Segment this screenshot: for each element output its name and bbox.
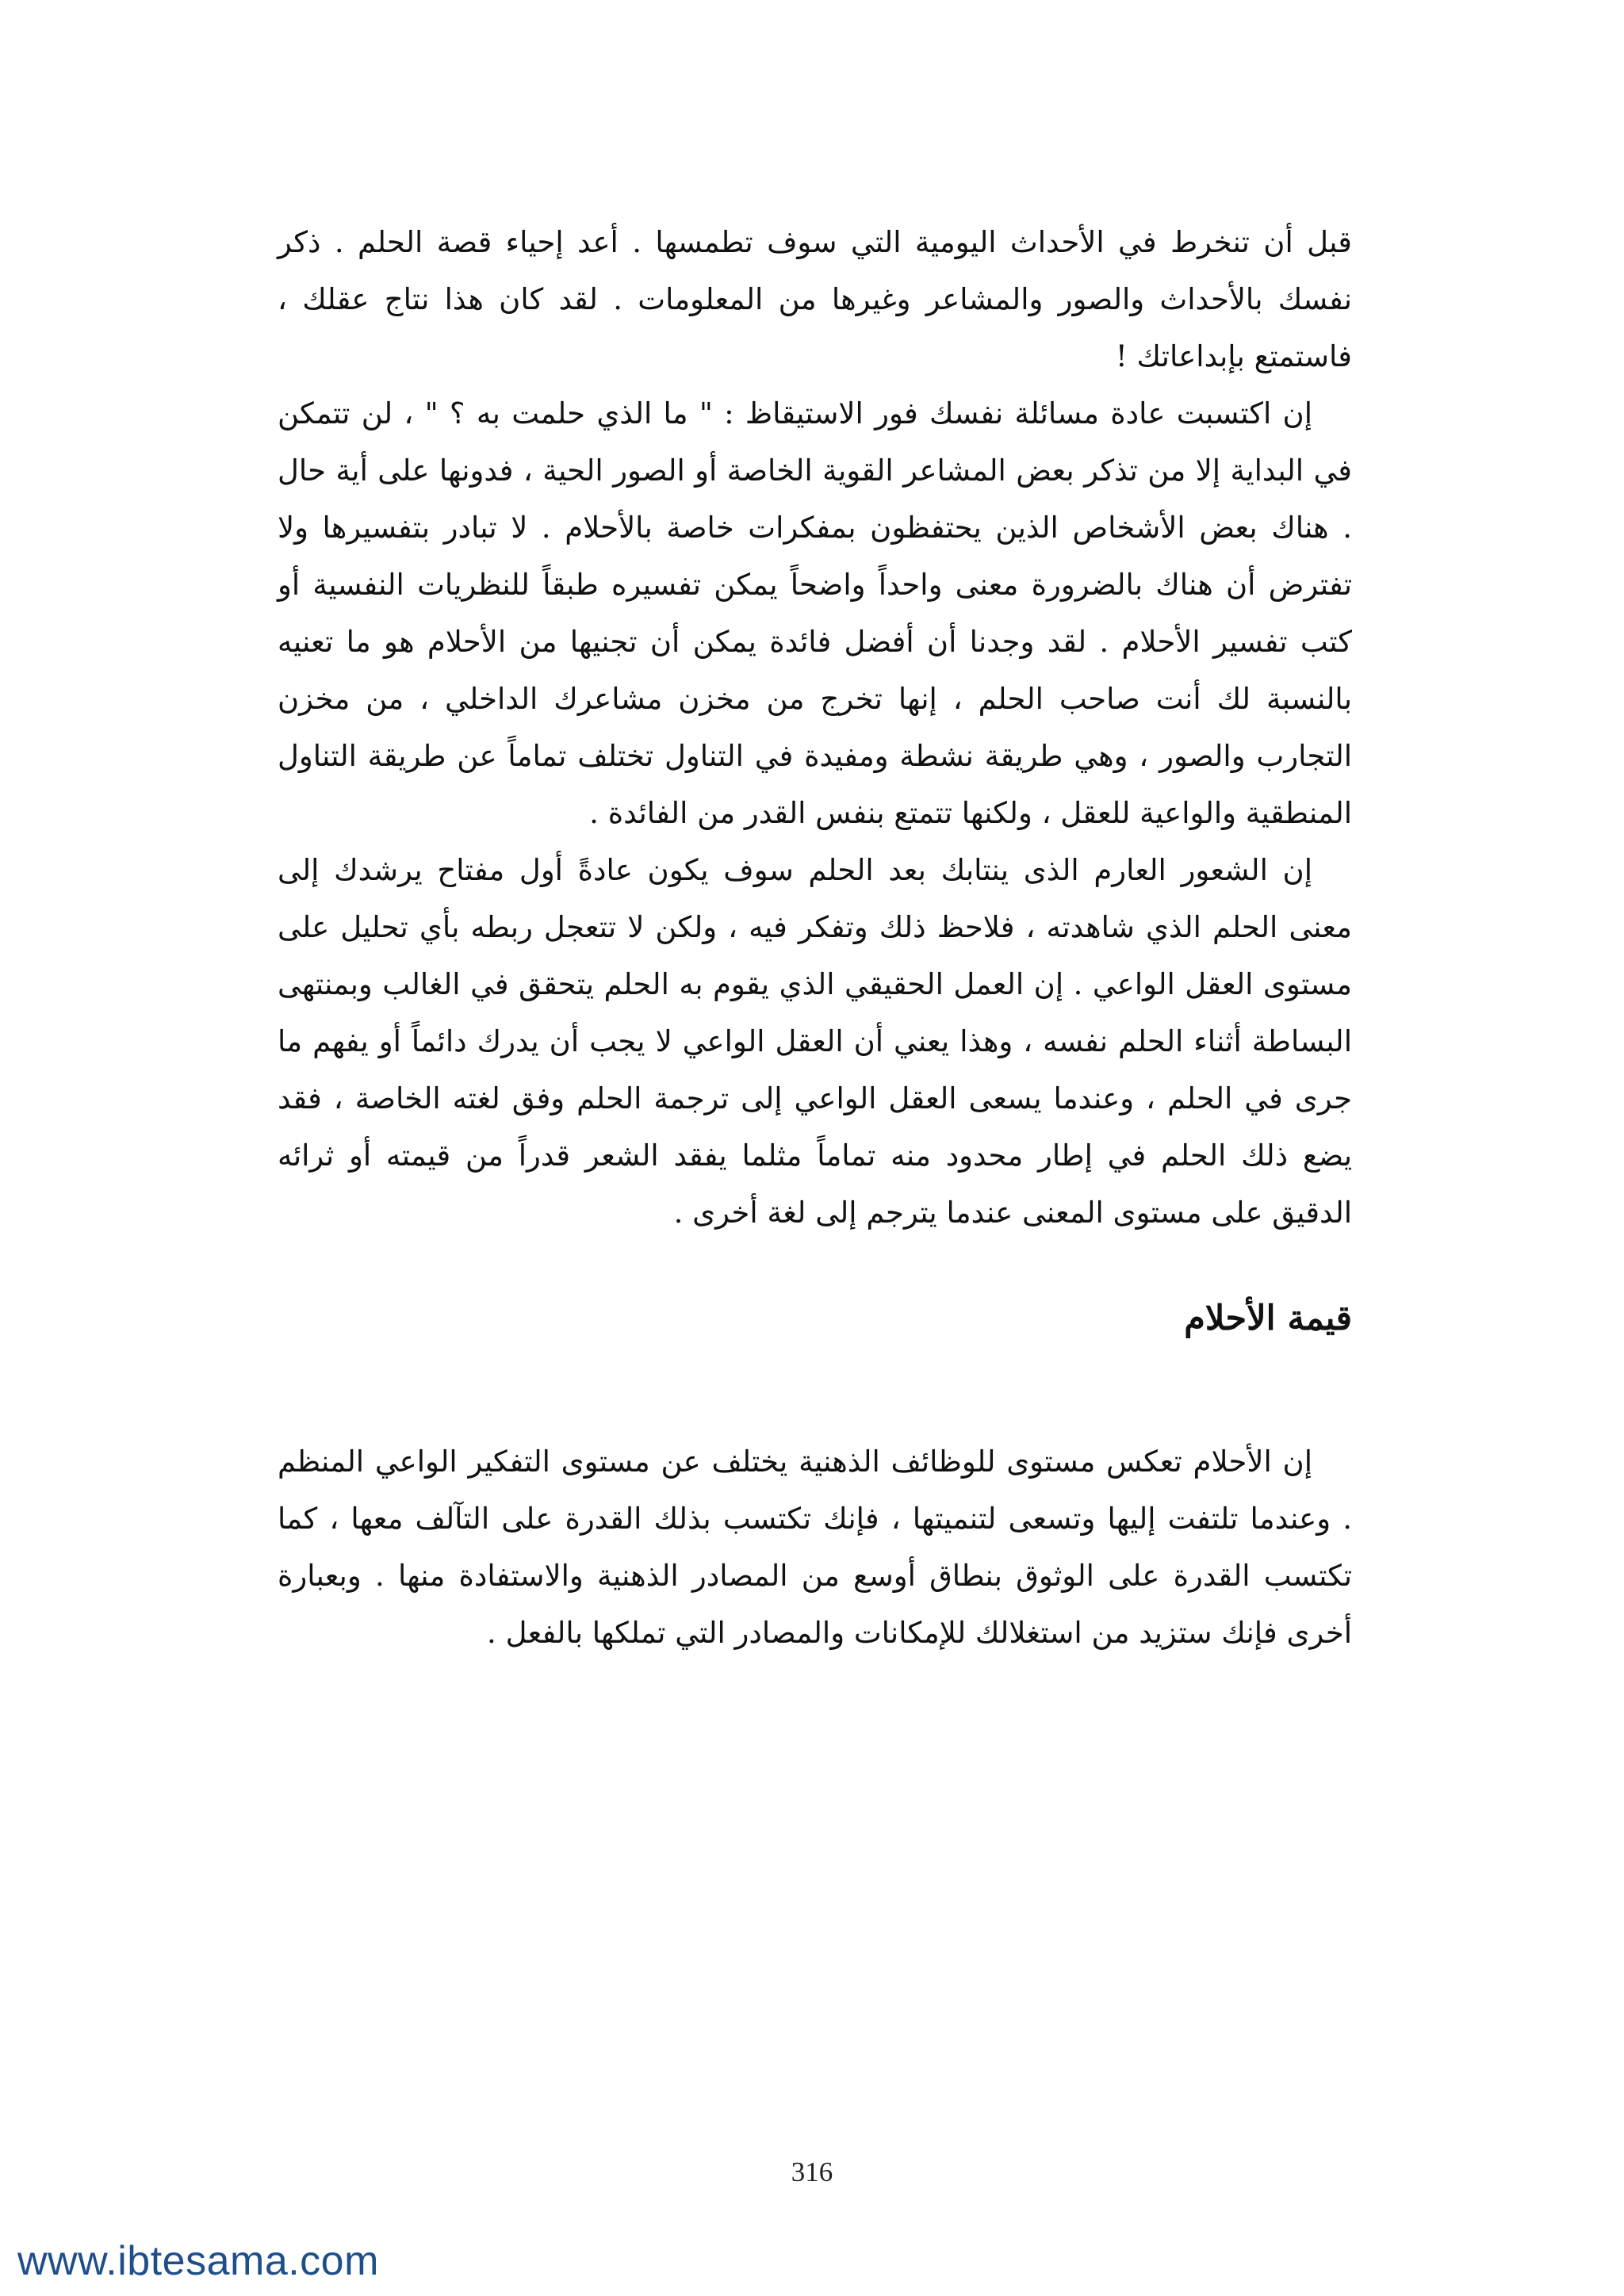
section-heading: قيمة الأحلام (1184, 1299, 1352, 1338)
paragraph-feeling-after-dream: إن الشعور العارم الذى ينتابك بعد الحلم سوف يكون عادةً أول مفتاح يرشدك إلى معنى الحلم الذي شاهدته ، فلاحظ ذلك وتفكر فيه ، ولكن لا تتعجل ربطه بأي تحليل على مستوى العقل الواعي . إن العمل الحقيقي الذي يقوم به الحلم يتحقق في الغالب وبمنتهى البساطة أثناء الحلم نفسه ، وهذا يعني أن العقل الواعي لا يجب أن يدرك دائماً أو يفهم ما جرى في الحلم ، وعندما يسعى العقل الواعي إلى ترجمة الحلم وفق لغته الخاصة ، فقد يضع ذلك الحلم في إطار محدود منه تماماً مثلما يفقد الشعر قدراً من قيمته أو ثرائه الدقيق على مستوى المعنى عندما يترجم إلى لغة أخرى . (278, 853, 1352, 1230)
paragraph-revive-dream: قبل أن تنخرط في الأحداث اليومية التي سوف تطمسها . أعد إحياء قصة الحلم . ذكر نفسك بالأحداث والصور والمشاعر وغيرها من المعلومات . لقد كان هذا نتاج عقلك ، فاستمتع بإبداعاتك ! (278, 225, 1352, 373)
paragraph-dream-journal: إن اكتسبت عادة مسائلة نفسك فور الاستيقاظ : " ما الذي حلمت به ؟ " ، لن تتمكن في البداية إلا من تذكر بعض المشاعر القوية الخاصة أو الصور الحية ، فدونها على أية حال . هناك بعض الأشخاص الذين يحتفظون بمفكرات خاصة بالأحلام . لا تبادر بتفسيرها ولا تفترض أن هناك بالضرورة معنى واحداً واضحاً يمكن تفسيره طبقاً للنظريات النفسية أو كتب تفسير الأحلام . لقد وجدنا أن أفضل فائدة يمكن أن تجنيها من الأحلام هو ما تعنيه بالنسبة لك أنت صاحب الحلم ، إنها تخرج من مخزن مشاعرك الداخلي ، من مخزن التجارب والصور ، وهي طريقة نشطة ومفيدة في التناول تختلف تماماً عن طريقة التناول المنطقية والواعية للعقل ، ولكنها تتمتع بنفس القدر من الفائدة . (278, 396, 1352, 830)
section-body (278, 1433, 1352, 1662)
page-body (278, 214, 1352, 1662)
page-number: 316 (791, 2156, 833, 2187)
paragraph-value-of-dreams: إن الأحلام تعكس مستوى للوظائف الذهنية يختلف عن مستوى التفكير الواعي المنظم . وعندما تلتفت إليها وتسعى لتنميتها ، فإنك تكتسب بذلك القدرة على التآلف معها ، كما تكتسب القدرة على الوثوق بنطاق أوسع من المصادر الذهنية والاستفادة منها . وبعبارة أخرى فإنك ستزيد من استغلالك للإمكانات والمصادر التي تملكها بالفعل . (278, 1445, 1352, 1650)
watermark-link[interactable]: www.ibtesama.com (17, 2238, 379, 2284)
